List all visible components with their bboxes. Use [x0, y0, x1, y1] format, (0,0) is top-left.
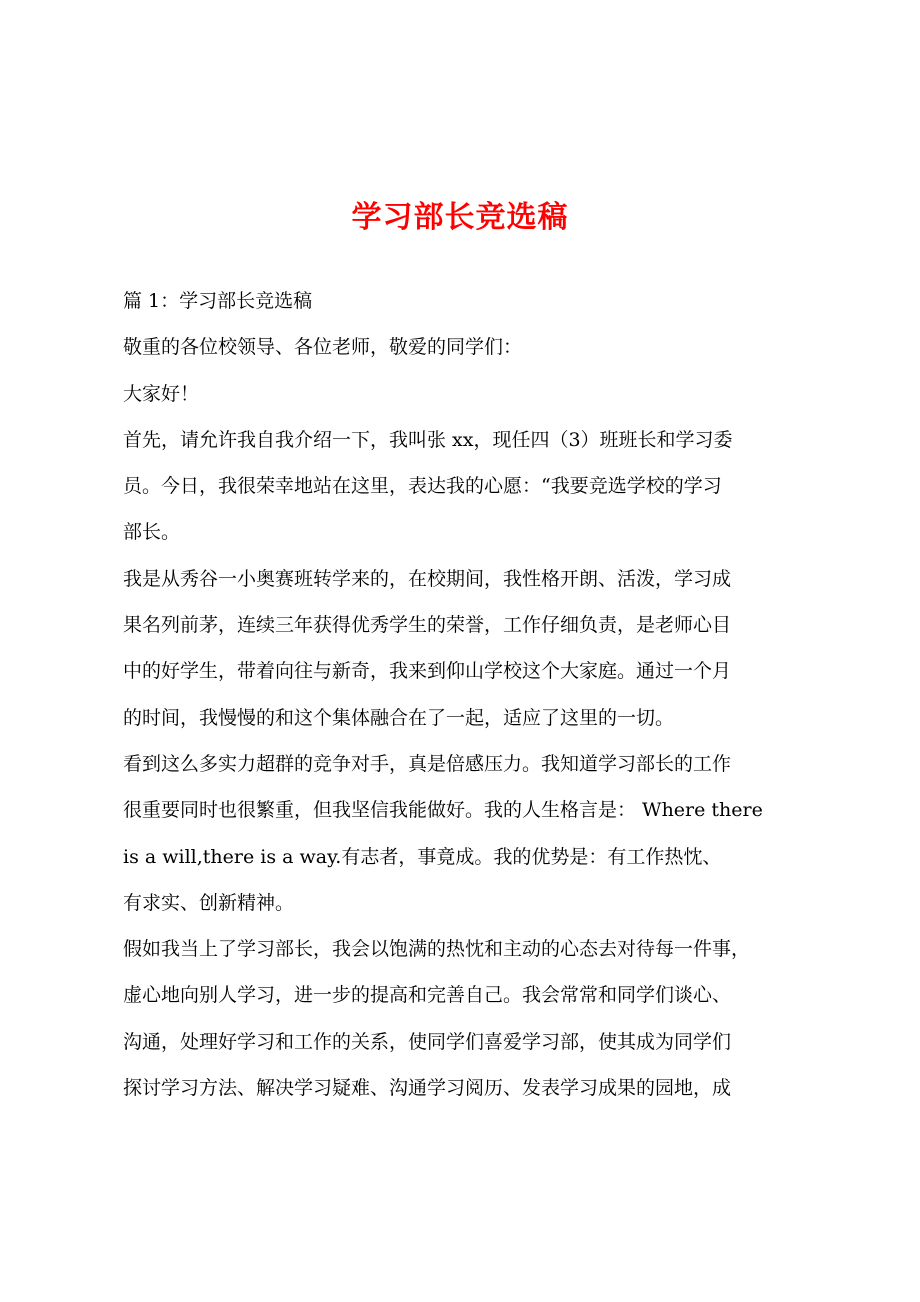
text-line-6: 部长。	[123, 521, 181, 544]
text-line-10: 的时间，我慢慢的和这个集体融合在了一起，适应了这里的一切。	[123, 706, 675, 729]
text-line-12: 很重要同时也很繁重，但我坚信我能做好。我的人生格言是： Where there	[123, 799, 763, 822]
text-line-14: 有求实、创新精神。	[123, 891, 295, 914]
text-line-1: 篇 1：学习部长竞选稿	[123, 290, 313, 312]
text-line-2: 敬重的各位校领导、各位老师，敬爱的同学们：	[123, 336, 523, 359]
text-line-9: 中的好学生，带着向往与新奇，我来到仰山学校这个大家庭。通过一个月	[123, 660, 732, 683]
text-line-17: 沟通，处理好学习和工作的关系，使同学们喜爱学习部，使其成为同学们	[123, 1030, 732, 1053]
text-line-11: 看到这么多实力超群的竞争对手，真是倍感压力。我知道学习部长的工作	[123, 752, 732, 775]
text-line-4: 首先，请允许我自我介绍一下，我叫张 xx，现任四（3）班班长和学习委	[123, 428, 733, 451]
text-line-7: 我是从秀谷一小奥赛班转学来的，在校期间，我性格开朗、活泼，学习成	[123, 567, 732, 590]
text-line-8: 果名列前茅，连续三年获得优秀学生的荣誉，工作仔细负责，是老师心目	[123, 614, 732, 637]
text-line-18: 探讨学习方法、解决学习疑难、沟通学习阅历、发表学习成果的园地，成	[123, 1077, 732, 1100]
document-body	[123, 278, 813, 1111]
text-line-3: 大家好！	[123, 382, 200, 405]
text-line-15: 假如我当上了学习部长，我会以饱满的热忱和主动的心态去对待每一件事，	[123, 938, 751, 961]
text-line-13: is a will,there is a way.有志者，事竟成。我的优势是：有工作热忱、	[123, 845, 722, 868]
text-line-16: 虚心地向别人学习，进一步的提高和完善自己。我会常常和同学们谈心、	[123, 984, 732, 1007]
text-line-5: 员。今日，我很荣幸地站在这里，表达我的心愿：“我要竞选学校的学习	[123, 475, 722, 498]
document-title: 学习部长竞选稿	[351, 200, 569, 235]
